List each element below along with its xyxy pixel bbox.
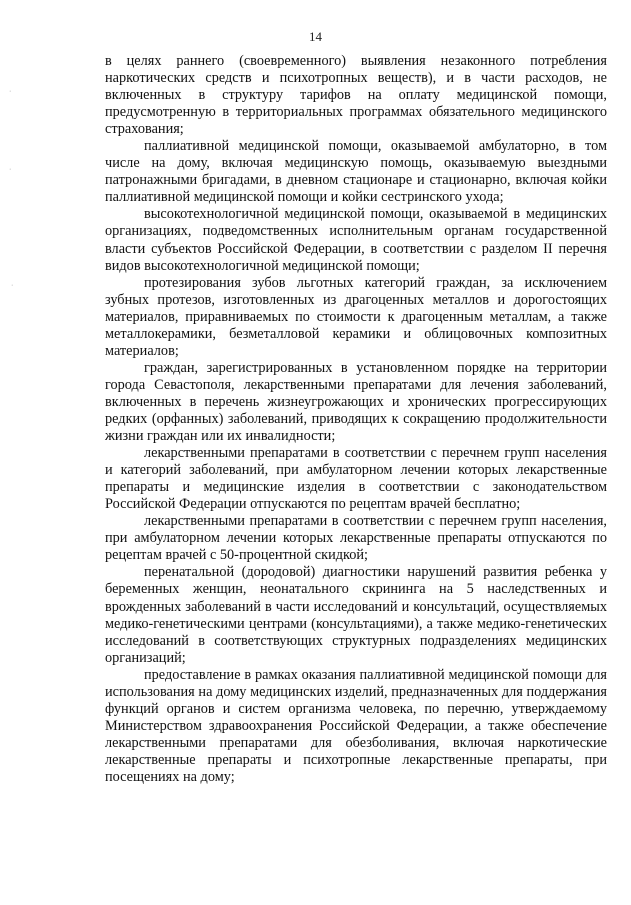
paragraph-5: граждан, зарегистрированных в установленном порядке на территории города Севастополя, лекарственными препаратами для лечения заболеваний, включенных в перечень жизнеугрожающих и хронических прогрессирующих редких (орфанных) заболеваний, приводящих к сокращению продолжительности жизни граждан или их инвалидности; xyxy=(105,359,607,445)
paragraph-6: лекарственными препаратами в соответствии с перечнем групп населения и категорий заболеваний, при амбулаторном лечении которых лекарственные препараты и медицинские изделия в соответствии с законодательством Российской Федерации отпускаются по рецептам врачей бесплатно; xyxy=(105,445,607,513)
paragraph-9: предоставление в рамках оказания паллиативной медицинской помощи для использования на дому медицинских изделий, предназначенных для поддержания функций органов и систем организма человека, по перечню, утверждаемому Министерством здравоохранения Российской Федерации, а также обеспечение лекарственными препаратами для обезболивания, включая наркотические лекарственные препараты и психотропные лекарственные препараты, при посещениях на дому; xyxy=(105,666,607,785)
paragraph-1: в целях раннего (своевременного) выявления незаконного потребления наркотических средств и психотропных веществ), и в части расходов, не включенных в структуру тарифов на оплату медицинской помощи, предусмотренную в территориальных программах обязательного медицинского страхования; xyxy=(105,53,607,138)
document-body xyxy=(105,53,607,786)
scan-speck: · xyxy=(11,282,14,289)
paragraph-8: перенатальной (дородовой) диагностики нарушений развития ребенка у беременных женщин, неонатального скрининга на 5 наследственных и врожденных заболеваний в части исследований и консультаций, осуществляемых медико-генетическими центрами (консультациями), а также медико-генетических исследований в соответствующих структурных подразделениях медицинских организаций; xyxy=(105,564,607,666)
scan-speck: · xyxy=(9,166,12,173)
page-number: 14 xyxy=(309,29,322,44)
paragraph-4: протезирования зубов льготных категорий граждан, за исключением зубных протезов, изготовленных из драгоценных металлов и дорогостоящих материалов, приравниваемых по стоимости к драгоценным металлам, а также металлокерамики, безметалловой керамики и облицовочных композитных материалов; xyxy=(105,274,607,359)
paragraph-7: лекарственными препаратами в соответствии с перечнем групп населения, при амбулаторном лечении которых лекарственные препараты отпускаются по рецептам врачей с 50-процентной скидкой; xyxy=(105,513,607,564)
paragraph-2: паллиативной медицинской помощи, оказываемой амбулаторно, в том числе на дому, включая медицинскую помощь, оказываемую выездными патронажными бригадами, в дневном стационаре и стационарно, включая койки паллиативной медицинской помощи и койки сестринского ухода; xyxy=(105,138,607,206)
scan-speck: · xyxy=(9,88,12,95)
paragraph-3: высокотехнологичной медицинской помощи, оказываемой в медицинских организациях, подведомственных исполнительным органам государственной власти субъектов Российской Федерации, в соответствии с разделом II перечня видов высокотехнологичной медицинской помощи; xyxy=(105,206,607,274)
